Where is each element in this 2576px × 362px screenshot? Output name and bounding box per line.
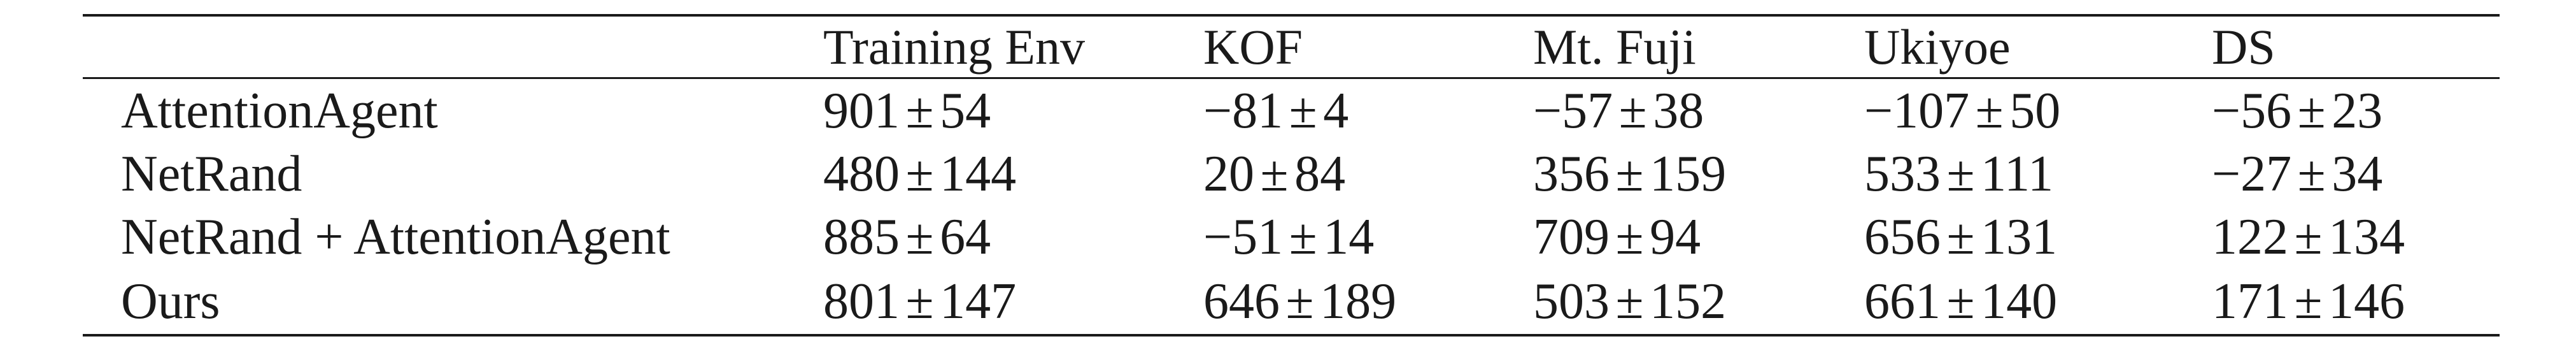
cell-std: 94 [1650,208,1701,265]
table-row [83,205,2500,268]
header-mt-fuji: Mt. Fuji [1533,15,1864,78]
cell-std: 54 [940,82,991,139]
header-ds: DS [2212,15,2500,78]
cell-mean: 503 [1533,273,1610,329]
table-cell [1864,268,2212,335]
table-cell [1864,78,2212,143]
table-cell [823,205,1203,268]
pm-symbol: ± [1285,273,1314,329]
pm-symbol: ± [905,208,934,265]
table-cell [1533,205,1864,268]
cell-std: 84 [1294,145,1346,202]
cell-mean: 480 [823,145,900,202]
pm-symbol: ± [1618,82,1647,139]
cell-std: 34 [2332,145,2383,202]
cell-mean: 709 [1533,208,1610,265]
cell-std: 50 [2009,82,2061,139]
cell-mean: 646 [1203,273,1280,329]
cell-mean: 801 [823,273,900,329]
cell-std: 38 [1653,82,1704,139]
cell-std: 14 [1323,208,1375,265]
cell-mean: −81 [1203,82,1284,139]
cell-std: 189 [1320,273,1397,329]
table-cell [1533,78,1864,143]
table-cell [2212,142,2500,205]
cell-std: 131 [1981,208,2058,265]
table-cell [1864,142,2212,205]
cell-mean: 656 [1864,208,1941,265]
row-method-label: AttentionAgent [121,82,438,139]
pm-symbol: ± [1260,145,1289,202]
cell-mean: 533 [1864,145,1941,202]
results-table-container [83,14,2500,337]
cell-std: 134 [2328,208,2405,265]
cell-mean: −27 [2212,145,2292,202]
row-method-label: NetRand + AttentionAgent [121,208,670,265]
cell-mean: −51 [1203,208,1284,265]
cell-std: 64 [940,208,991,265]
header-training-env: Training Env [823,15,1203,78]
table-cell [1203,205,1533,268]
results-table [83,14,2500,337]
header-row [83,15,2500,78]
header-method [83,15,823,78]
row-method-label: NetRand [121,145,302,202]
cell-std: 144 [940,145,1017,202]
pm-symbol: ± [905,273,934,329]
table-cell [1864,205,2212,268]
cell-std: 146 [2328,273,2405,329]
pm-symbol: ± [905,82,934,139]
cell-std: 23 [2332,82,2383,139]
table-cell [1533,268,1864,335]
table-cell [2212,78,2500,143]
table-cell [2212,205,2500,268]
cell-std: 152 [1650,273,1727,329]
table-header [83,15,2500,78]
table-cell [2212,268,2500,335]
pm-symbol: ± [2297,82,2326,139]
table-cell [1203,142,1533,205]
table-row [83,142,2500,205]
cell-std: 111 [1981,145,2054,202]
pm-symbol: ± [905,145,934,202]
cell-mean: −56 [2212,82,2292,139]
pm-symbol: ± [1615,145,1644,202]
pm-symbol: ± [1975,82,2004,139]
table-row [83,268,2500,335]
cell-mean: 171 [2212,273,2288,329]
table-row [83,78,2500,143]
pm-symbol: ± [1615,208,1644,265]
table-cell [823,78,1203,143]
cell-std: 4 [1323,82,1349,139]
header-kof: KOF [1203,15,1533,78]
pm-symbol: ± [1946,208,1975,265]
header-ukiyoe: Ukiyoe [1864,15,2212,78]
table-body [83,78,2500,336]
pm-symbol: ± [2294,208,2323,265]
table-cell [823,268,1203,335]
row-method-label: Ours [83,268,823,335]
cell-mean: −57 [1533,82,1613,139]
cell-mean: 885 [823,208,900,265]
cell-mean: 122 [2212,208,2288,265]
pm-symbol: ± [1946,273,1975,329]
pm-symbol: ± [1615,273,1644,329]
table-cell [1533,142,1864,205]
pm-symbol: ± [2294,273,2323,329]
pm-symbol: ± [1289,82,1317,139]
cell-std: 159 [1650,145,1727,202]
cell-mean: 661 [1864,273,1941,329]
table-cell [1203,78,1533,143]
cell-mean: 20 [1203,145,1254,202]
pm-symbol: ± [1289,208,1317,265]
cell-mean: 356 [1533,145,1610,202]
cell-std: 147 [940,273,1017,329]
cell-std: 140 [1981,273,2058,329]
pm-symbol: ± [1946,145,1975,202]
table-cell [1203,268,1533,335]
pm-symbol: ± [2297,145,2326,202]
cell-mean: 901 [823,82,900,139]
cell-mean: −107 [1864,82,1970,139]
table-cell [823,142,1203,205]
